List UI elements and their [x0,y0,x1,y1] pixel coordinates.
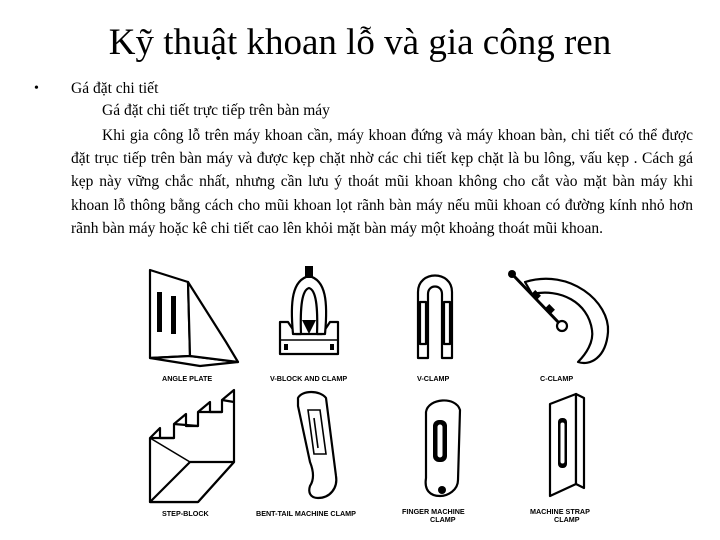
bullet-dot-icon: • [34,81,39,96]
step-block-caption: STEP-BLOCK [162,509,209,518]
c-clamp-drawing [508,270,608,363]
c-clamp-caption: C-CLAMP [540,374,574,383]
bent-tail-clamp-drawing [298,392,336,498]
body-paragraph: Khi gia công lỗ trên máy khoan cần, máy khoan đứng và máy khoan bàn, chi tiết có thể được đặt trục tiếp trên bàn máy và được kẹp chặt nhờ các chi tiết kẹp chặt là bu lông, vấu kẹp . Cách gá kẹp này vững chắc nhất, nhưng cần lưu ý thoát mũi khoan không cho cắt vào mặt bàn máy khi khoan lỗ thông bằng cách cho mũi khoan lọt rãnh bàn máy nếu mũi khoan có đường kính nhỏ hơn rãnh bàn máy hoặc kê chi tiết cao lên khỏi mặt bàn máy một khoảng thoát mũi khoan. [71,127,693,237]
clamping-tools-figure [130,262,620,536]
strap-clamp-caption-line1: MACHINE STRAP [530,507,590,516]
clamping-tools-illustration [130,262,620,536]
v-clamp-caption: V-CLAMP [417,374,450,383]
bullet-text: Gá đặt chi tiết [71,80,159,97]
bent-tail-clamp-caption: BENT-TAIL MACHINE CLAMP [256,509,356,518]
finger-clamp-caption-line2: CLAMP [430,515,456,524]
angle-plate-caption: ANGLE PLATE [162,374,213,383]
finger-clamp-caption-line1: FINGER MACHINE [402,507,465,516]
v-block-drawing [280,266,338,354]
strap-clamp-caption-line2: CLAMP [554,515,580,524]
strap-clamp-drawing [550,394,584,496]
v-block-caption: V-BLOCK AND CLAMP [270,374,348,383]
v-clamp-drawing [418,276,452,359]
angle-plate-drawing [150,270,238,366]
step-block-drawing [150,390,234,502]
sub-heading: Gá đặt chi tiết trực tiếp trên bàn máy [102,102,330,119]
finger-clamp-drawing [426,400,460,496]
slide-title: Kỹ thuật khoan lỗ và gia công ren [108,22,612,63]
